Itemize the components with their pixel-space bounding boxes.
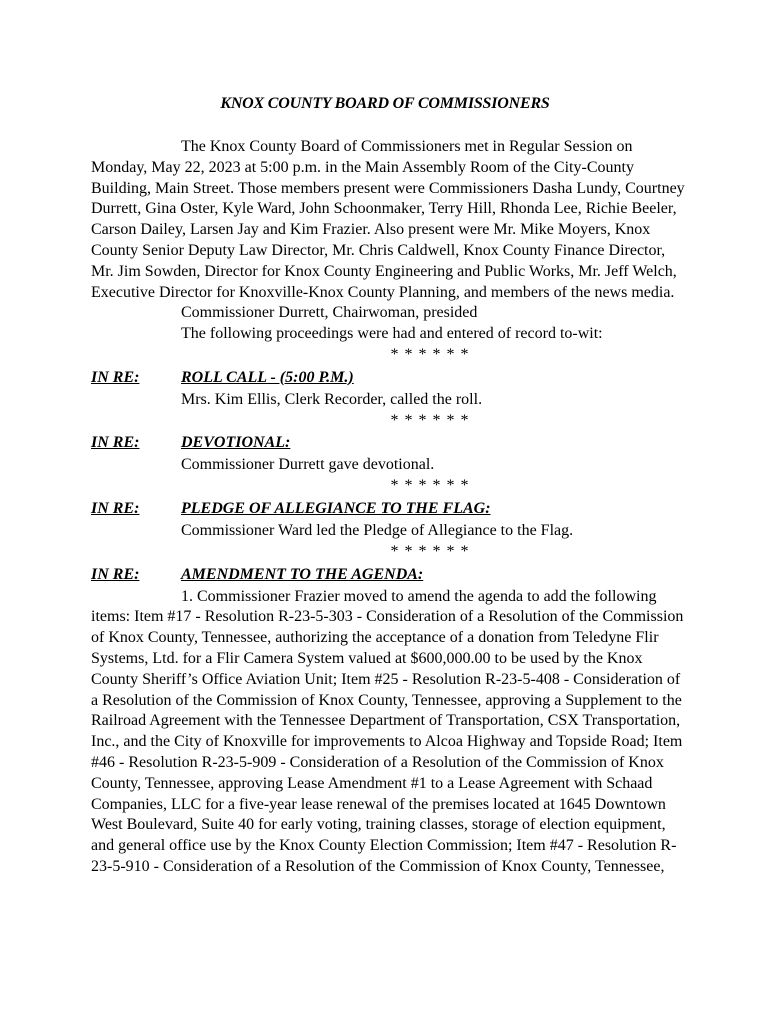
section-text: Commissioner Ward led the Pledge of Allegiance to the Flag. [181,521,574,539]
section-text: 1. Commissioner Frazier moved to amend the agenda to add the following items: Item #17 - Resolution R-23-5-303 - Consideration of a Resolution of the Commission of Knox County, Tennessee, authorizing the acceptance of a donation from Teledyne Flir Systems, Ltd. for a Flir Camera System valued at $600,000.00 to be used by the Knox County Sheriff’s Office Aviation Unit; Item #25 - Resolution R-23-5-408 - Consideration of a Resolution of the Commission of Knox County, Tennessee, approving a Supplement to the Railroad Agreement with the Tennessee Department of Transportation, CSX Transportation, Inc., and the City of Knoxville for improvements to Alcoa Highway and Topside Road; Item #46 - Resolution R-23-5-909 - Consideration of a Resolution of the Commission of Knox County, Tennessee, approving Lease Amendment #1 to a Lease Agreement with Schaad Companies, LLC for a five-year lease renewal of the premises located at 1645 Downtown West Boulevard, Suite 40 for early voting, training classes, storage of election equipment, and general office use by the Knox County Election Commission; Item #47 - Resolution R-23-5-910 - Consideration of a Resolution of the Commission of Knox County, Tennessee, [91,587,684,875]
section-heading: PLEDGE OF ALLEGIANCE TO THE FLAG: [181,499,491,517]
section-pledge-header [91,499,691,521]
proceedings-line: The following proceedings were had and entered of record to-wit: [181,325,603,343]
separator: * * * * * * [390,345,470,363]
section-amendment-header [91,565,691,587]
inre-label: IN RE: [91,565,140,583]
section-devotional-header [91,433,691,455]
separator: * * * * * * [390,411,470,429]
inre-label: IN RE: [91,434,140,452]
section-text: Commissioner Durrett gave devotional. [181,456,435,474]
section-text: Mrs. Kim Ellis, Clerk Recorder, called the roll. [181,390,483,408]
section-heading: AMENDMENT TO THE AGENDA: [181,565,424,583]
separator: * * * * * * [390,542,470,560]
section-heading: ROLL CALL - (5:00 P.M.) [181,368,354,386]
section-roll-call-header [91,368,691,390]
document-title: KNOX COUNTY BOARD OF COMMISSIONERS [220,95,550,112]
inre-label: IN RE: [91,499,140,517]
section-heading: DEVOTIONAL: [181,434,291,452]
document-body [91,137,691,878]
intro-paragraph: The Knox County Board of Commissioners met in Regular Session on Monday, May 22, 2023 at 5:00 p.m. in the Main Assembly Room of the City-County Building, Main Street. Those members present were Commissioners Dasha Lundy, Courtney Durrett, Gina Oster, Kyle Ward, John Schoonmaker, Terry Hill, Rhonda Lee, Richie Beeler, Carson Dailey, Larsen Jay and Kim Frazier. Also present were Mr. Mike Moyers, Knox County Senior Deputy Law Director, Mr. Chris Caldwell, Knox County Finance Director, Mr. Jim Sowden, Director for Knox County Engineering and Public Works, Mr. Jeff Welch, Executive Director for Knoxville-Knox County Planning, and members of the news media. [91,138,685,301]
inre-label: IN RE: [91,368,140,386]
separator: * * * * * * [390,477,470,495]
presided-line: Commissioner Durrett, Chairwoman, presided [181,304,478,322]
